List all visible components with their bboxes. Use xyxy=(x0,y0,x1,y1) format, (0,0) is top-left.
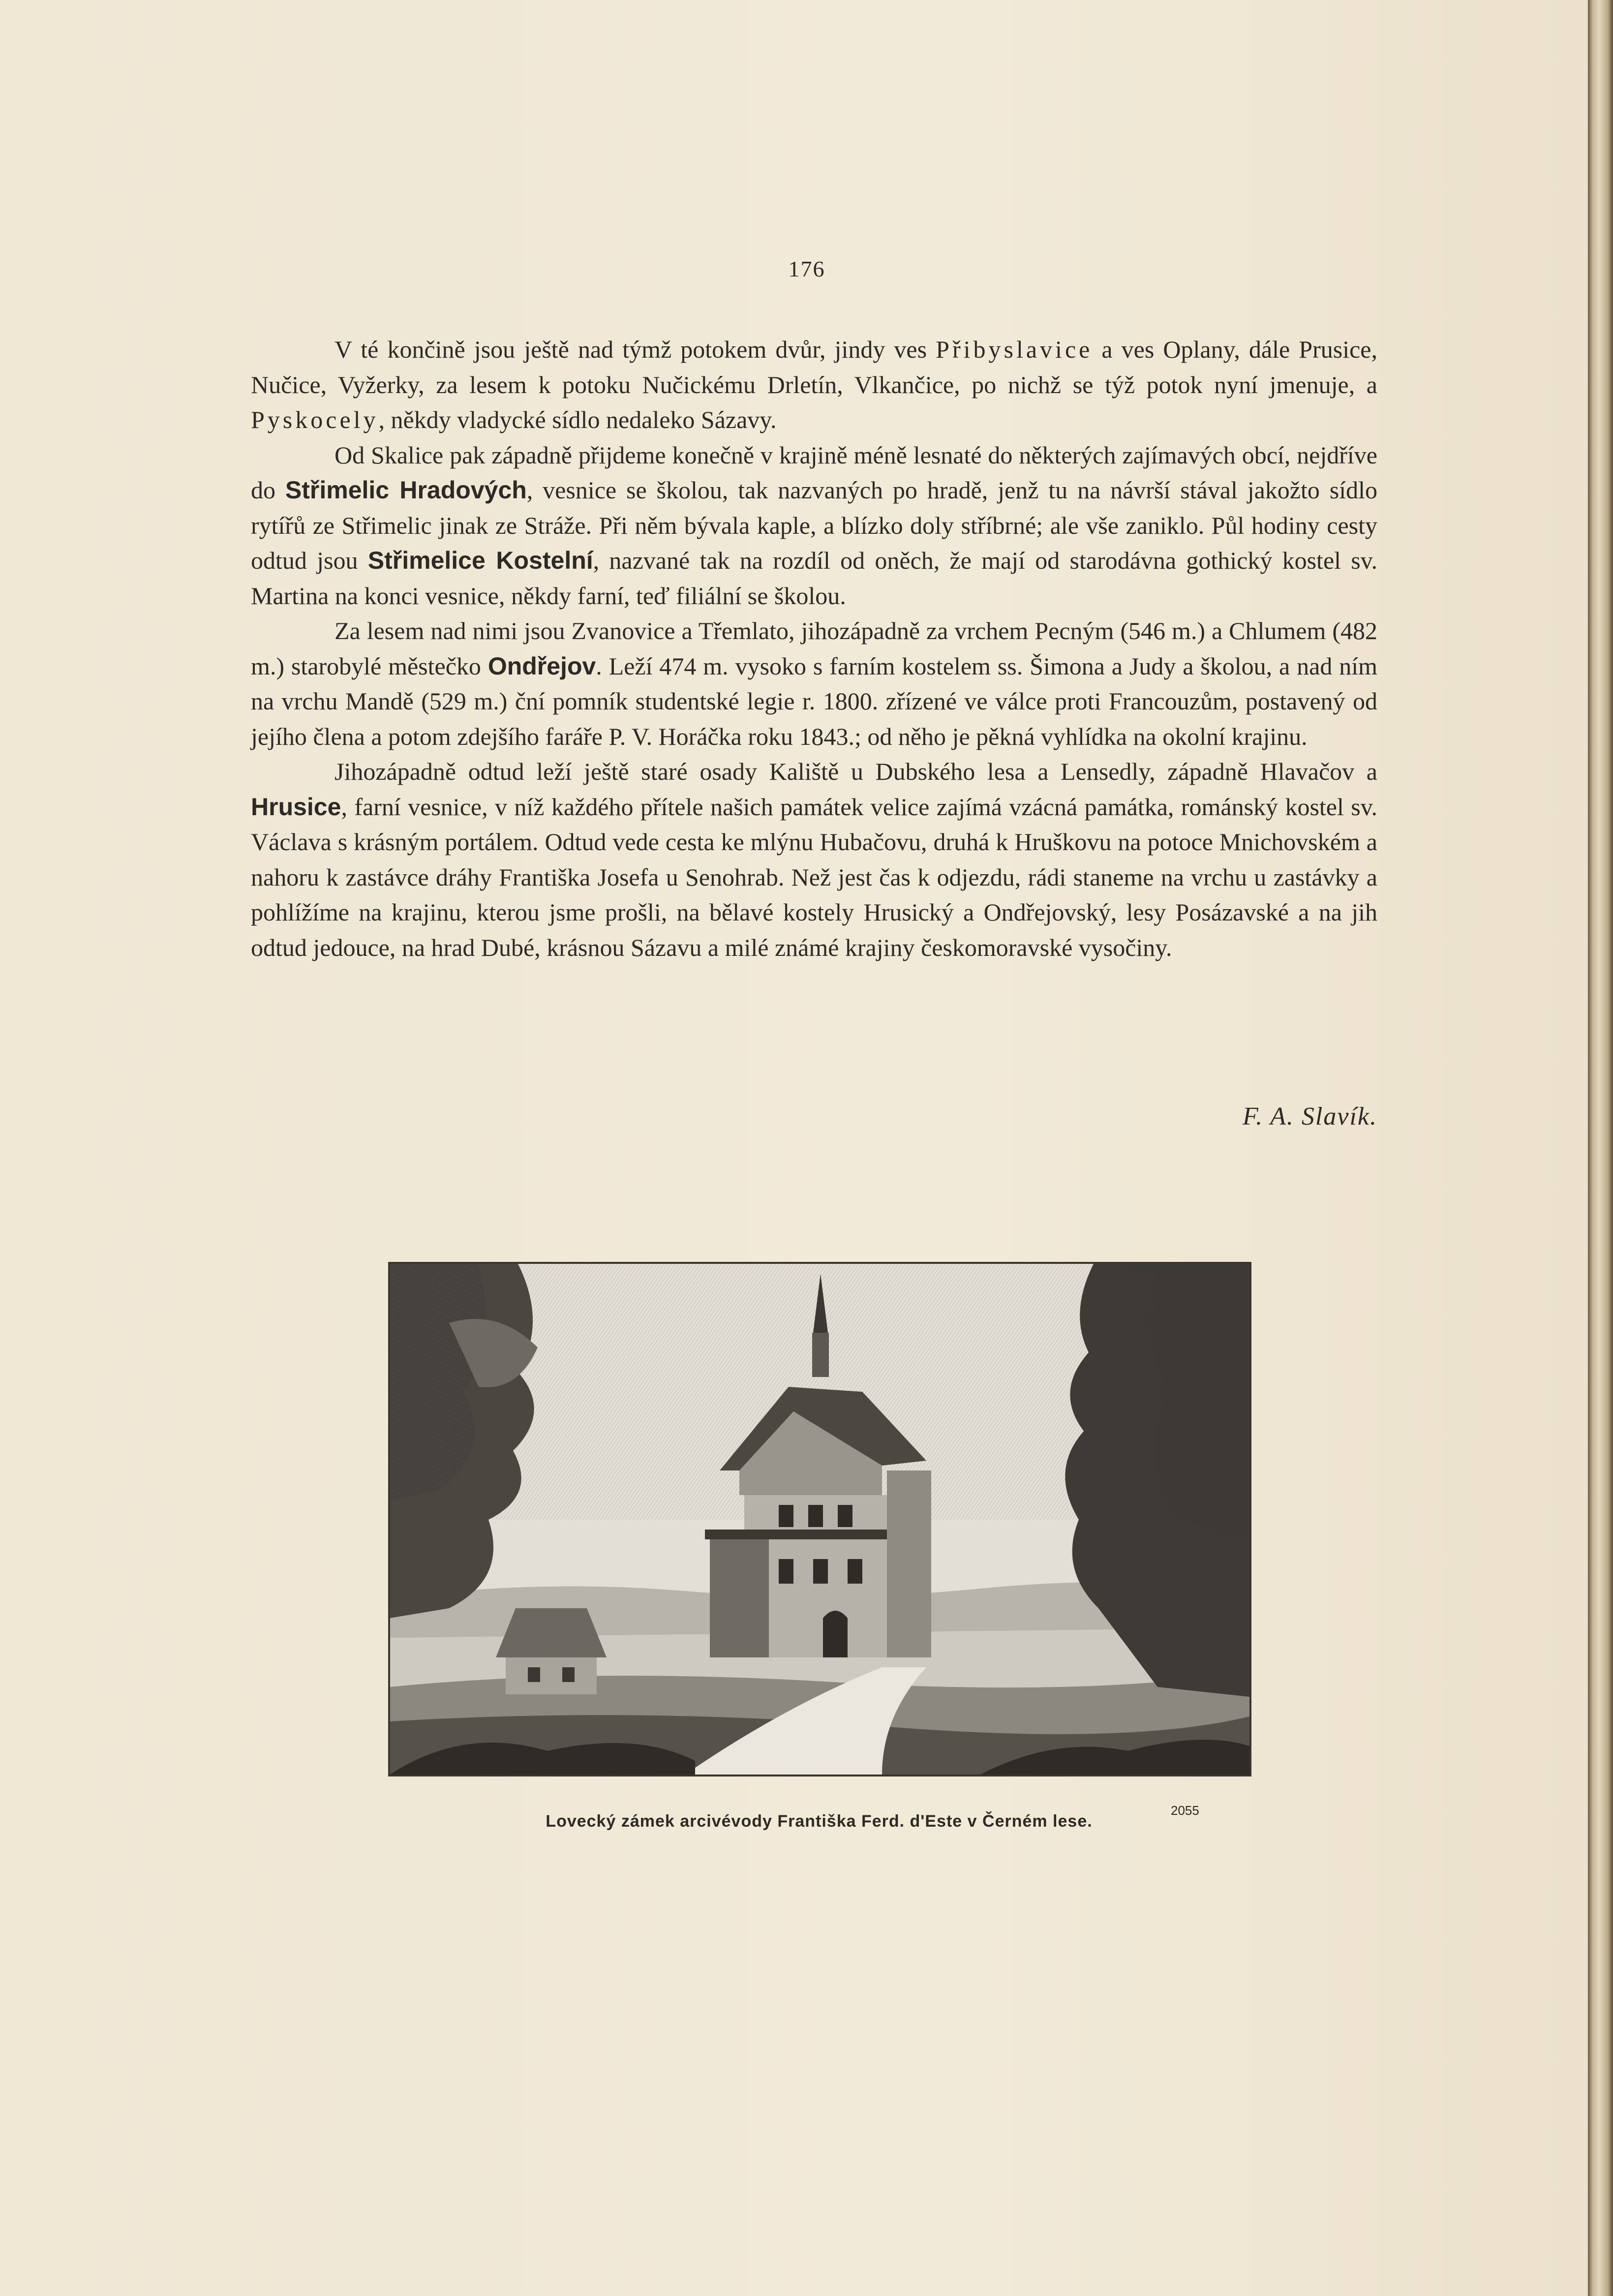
text-run: . Leží 474 m. vysoko s farním kostelem ss. Šimona a Judy a školou, a nad ním na vrchu Mandě (529 m.) ční pomník studentské legie r. 1800. zřízené ve válce proti Francouzům, postavený od jejího člena a potom zdejšího faráře P. V. Horáčka roku 1843.; od něho je pěkná vyhlídka na okolní krajinu. xyxy=(251,652,1377,750)
place-name: Ondřejov xyxy=(487,652,596,680)
place-name: Hrusice xyxy=(251,793,341,821)
hunting-lodge-engraving xyxy=(390,1264,1249,1775)
spaced-name: Pyskocely xyxy=(251,406,379,433)
author-signature: F. A. Slavík. xyxy=(1243,1102,1377,1131)
text-run: Od Skalice pak západně přijdeme konečně v krajině méně lesnaté do některých zajímavých obcí, nejdříve do xyxy=(251,441,1377,504)
text-run: V té končině jsou ještě nad týmž potokem dvůr, jindy ves xyxy=(335,336,936,363)
engraving-illustration xyxy=(388,1262,1251,1776)
text-run: , vesnice se školou, tak nazvaných po hradě, jenž tu na návrší stával jakožto sídlo rytířů ze Střimelic jinak ze Stráže. Při něm bývala kaple, a blízko doly stříbrné; ale vše zaniklo. Půl hodiny cesty odtud jsou xyxy=(251,476,1378,574)
paragraph-4 xyxy=(251,754,1377,965)
text-run: Jihozápadně odtud leží ještě staré osady Kaliště u Dubského lesa a Lensedly, západně Hlavačov a xyxy=(335,758,1377,785)
text-run: , nazvané tak na rozdíl od oněch, že mají od starodávna gothický kostel sv. Martina na konci vesnice, někdy farní, teď filiální se školou. xyxy=(251,547,1377,610)
article-body xyxy=(251,332,1377,965)
place-name: Střimelic Hradových xyxy=(285,476,527,504)
spaced-name: Přibyslavice xyxy=(936,336,1093,363)
text-run: Za lesem nad nimi jsou Zvanovice a Třemlato, jihozápadně za vrchem Pecným (546 m.) a Chlumem (482 m.) starobylé městečko xyxy=(251,617,1377,680)
page-number: 176 xyxy=(788,256,825,281)
plate-number: 2055 xyxy=(1171,1803,1199,1818)
text-run: , farní vesnice, v níž každého přítele našich památek velice zajímá vzácná památka, románský kostel sv. Václava s krásným portálem. Odtud vede cesta ke mlýnu Hubačovu, druhá k Hruškovu na potoce Mnichovském a nahoru k zastávce dráhy Františka Josefa u Senohrab. Než jest čas k odjezdu, rádi staneme na vrchu u zastávky a pohlížíme na krajinu, kterou jsme prošli, na bělavé kostely Hrusický a Ondřejovský, lesy Posázavské a na jih odtud jedouce, na hrad Dubé, krásnou Sázavu a milé známé krajiny českomoravské vysočiny. xyxy=(251,793,1377,961)
text-run: , někdy vladycké sídlo nedaleko Sázavy. xyxy=(378,406,777,433)
paragraph-2 xyxy=(251,438,1377,614)
place-name: Střimelice Kostelní xyxy=(367,547,593,574)
book-spine xyxy=(1588,0,1613,2296)
text-run: a ves Oplany, dále Prusice, Nučice, Vyžerky, za lesem k potoku Nučickému Drletín, Vlkančice, po nichž se týž potok nyní jmenuje, a xyxy=(251,336,1377,398)
figure-caption: Lovecký zámek arcivévody Františka Ferd. d'Este v Černém lese. xyxy=(546,1812,1093,1831)
paragraph-1 xyxy=(251,332,1377,438)
paragraph-3 xyxy=(251,613,1377,754)
